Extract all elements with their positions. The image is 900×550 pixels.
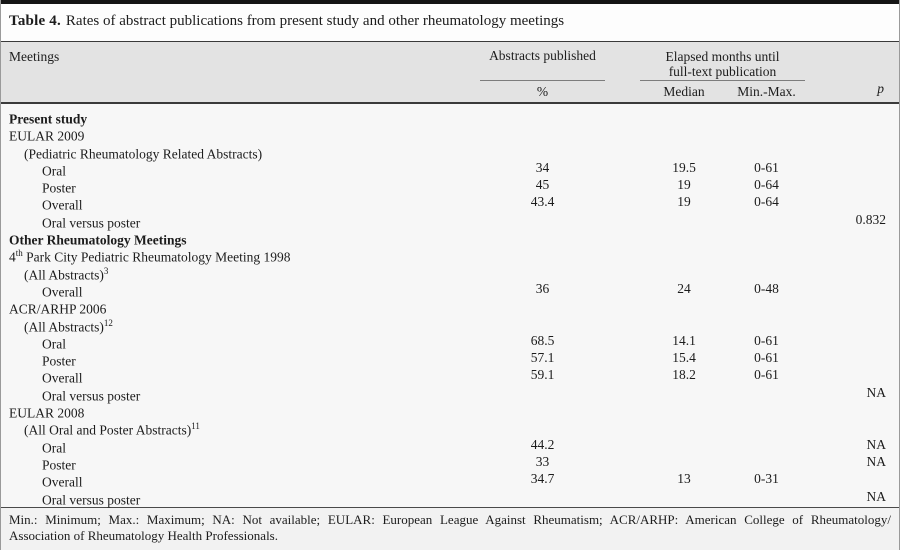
row-label-text: Overall [42,284,83,300]
row-p-value: NA [866,488,886,504]
row-label-text: Oral versus poster [42,215,141,231]
table-footnote [1,507,899,550]
row-label-text: (Pediatric Rheumatology Related Abstracts) [24,146,263,162]
table-row [1,263,899,283]
row-label-text: Oral [42,336,66,352]
row-percent: 59.1 [530,367,555,383]
table-row [1,418,899,438]
row-min-max: 0-64 [754,177,779,193]
table-row [1,401,899,421]
row-median: 19 [677,194,691,210]
table-row [1,436,899,456]
header-meetings: Meetings [9,49,60,64]
row-percent: 36 [535,280,550,296]
row-label-superscript: 3 [103,265,109,276]
table-caption-text: Rates of abstract publications from present study and other rheumatology meetings [65,13,565,29]
header-abstracts-published-group [470,42,615,102]
table-row [1,124,899,144]
row-percent: 44.2 [530,436,555,452]
table-row [1,107,899,127]
row-label-text: Oral versus poster [42,492,141,508]
row-min-max: 0-61 [754,367,779,383]
header-elapsed-months-group [615,42,805,102]
row-label-text: Oral [42,163,66,179]
row-min-max: 0-61 [754,159,779,175]
row-label-text: Overall [42,474,83,490]
row-percent: 68.5 [530,332,555,348]
row-label-text: Poster [42,457,76,473]
row-median: 24 [677,280,691,296]
row-label-text: Present study [9,111,88,127]
table-row [1,366,899,386]
table-row [1,176,899,196]
header-percent: % [536,84,549,99]
row-label-superscript: 12 [103,317,113,328]
row-percent [470,488,615,509]
table-row [1,193,899,213]
table-header [1,41,899,104]
row-min-max: 0-48 [754,280,779,296]
row-p-value: NA [866,384,886,400]
header-elapsed-months [640,49,805,80]
table-row [1,488,899,508]
row-median [615,488,728,509]
row-label-text: (All Oral and Poster Abstracts) [24,422,192,438]
row-min-max: 0-31 [754,471,779,487]
row-min-max: 0-64 [754,194,779,210]
table-row [1,159,899,179]
table-row [1,211,899,231]
table-row [1,228,899,248]
row-label-text: (All Abstracts) [24,319,104,335]
row-median: 15.4 [672,350,696,366]
table-row [1,142,899,162]
row-label-text: Poster [42,180,76,196]
footnote-line1: Min.: Minimum; Max.: Maximum; NA: Not available; EULAR: European League Against Rheumatism; ACR/ARHP: American College of Rheumatology/ [9,512,891,527]
row-label-text: Overall [42,197,83,213]
table-row [1,349,899,369]
row-label-text: ACR/ARHP 2006 [9,301,107,317]
table-row [1,297,899,317]
row-label-text: 4 [9,249,16,265]
row-percent: 45 [535,177,550,193]
table-body [1,104,899,507]
table-row [1,280,899,300]
row-label-text: Oral versus poster [42,388,141,404]
row-percent: 34 [535,159,550,175]
table-row [1,384,899,404]
table-caption [1,4,899,41]
row-percent: 34.7 [530,471,555,487]
row-label-superscript: 11 [191,421,200,432]
table-row [1,245,899,265]
header-elapsed-line1: Elapsed months until [665,49,780,64]
row-p-value: NA [866,436,886,452]
row-min-max [728,488,805,509]
table-caption-number: Table 4. [9,13,61,29]
row-label-superscript: th [15,248,23,259]
row-label [1,488,470,509]
header-p-value: p [877,81,884,96]
header-min-max: Min.-Max. [737,84,796,99]
header-median: Median [663,84,705,99]
row-median: 14.1 [672,332,696,348]
table-row [1,315,899,335]
row-label-text: Other Rheumatology Meetings [9,232,187,248]
table-row [1,332,899,352]
row-label-text: EULAR 2008 [9,405,85,421]
row-label-text: (All Abstracts) [24,267,104,283]
row-label-text: Oral [42,440,66,456]
row-median: 19 [677,177,691,193]
row-percent: 33 [535,453,550,469]
row-label-text-after: Park City Pediatric Rheumatology Meeting 1998 [22,249,291,265]
row-label-text: EULAR 2009 [9,128,85,144]
table-row [1,453,899,473]
header-abstracts-published: Abstracts published [489,48,596,63]
table-row [1,470,899,490]
row-percent: 57.1 [530,350,555,366]
row-label-text: Poster [42,353,76,369]
header-elapsed-subcolumns [640,81,805,100]
row-median: 18.2 [672,367,696,383]
row-min-max: 0-61 [754,350,779,366]
row-median: 19.5 [672,159,696,175]
row-min-max: 0-61 [754,332,779,348]
row-p-value: NA [866,453,886,469]
header-elapsed-line2: full-text publication [668,64,777,79]
footnote-line2: Association of Rheumatology Health Professionals. [9,528,278,543]
row-percent: 43.4 [530,194,555,210]
row-label-text: Overall [42,370,83,386]
row-p-value: 0.832 [855,211,886,227]
row-median: 13 [677,471,691,487]
